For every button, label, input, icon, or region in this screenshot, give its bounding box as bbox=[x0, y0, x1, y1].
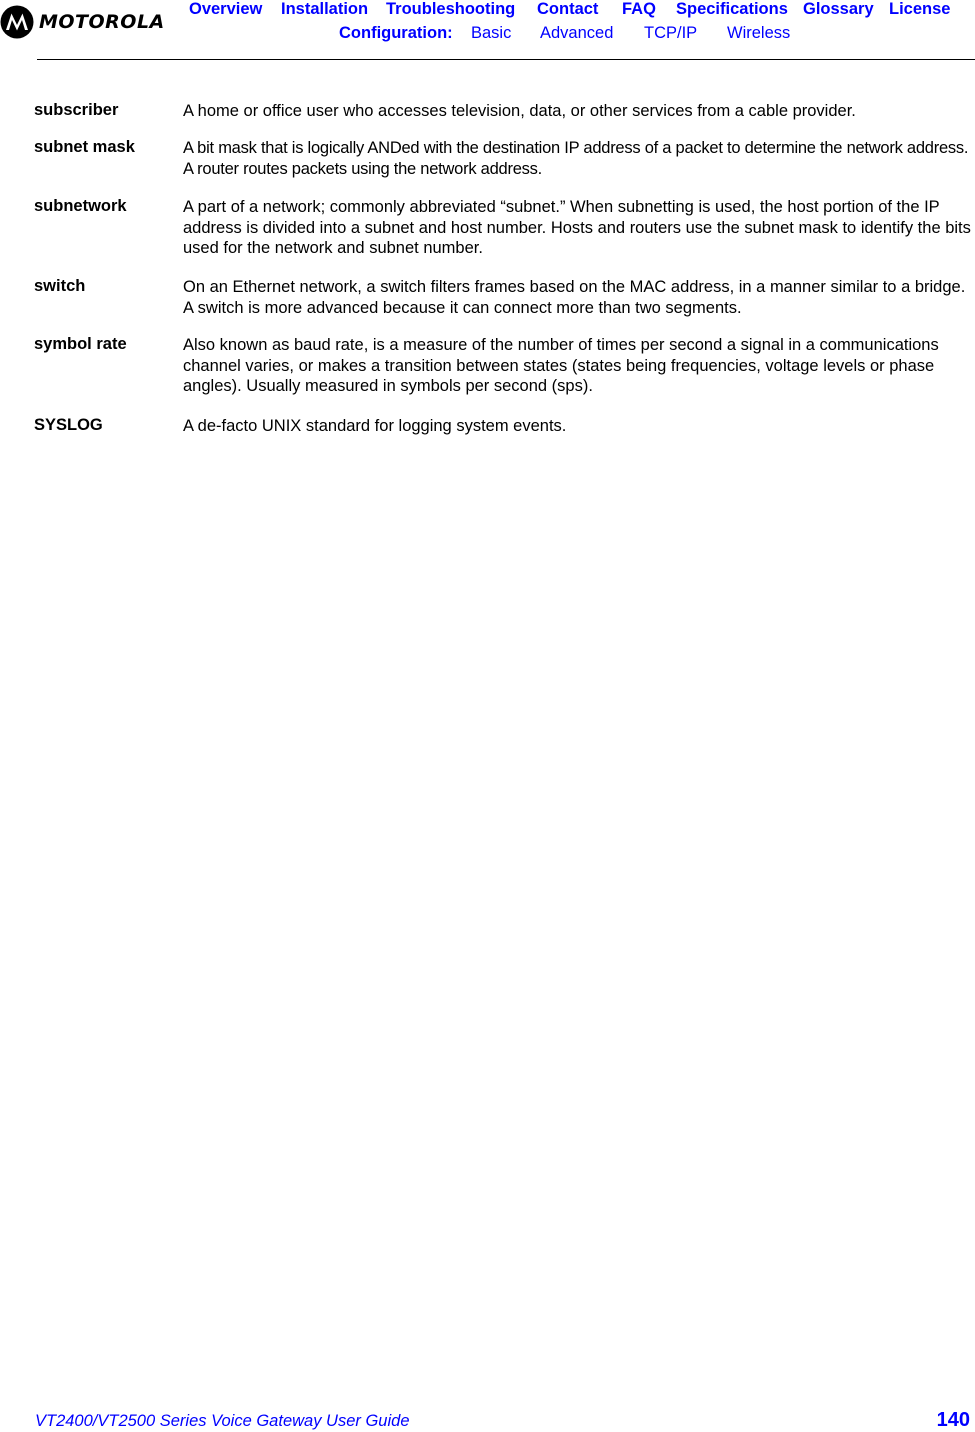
nav-config-basic[interactable]: Basic bbox=[471, 24, 512, 42]
nav-contact[interactable]: Contact bbox=[537, 0, 599, 18]
nav-glossary[interactable]: Glossary bbox=[803, 0, 874, 18]
nav-config-tcpip[interactable]: TCP/IP bbox=[644, 24, 698, 42]
logo-wordmark: MOTOROLA bbox=[39, 11, 165, 33]
page-number: 140 bbox=[936, 1409, 970, 1431]
nav-specifications[interactable]: Specifications bbox=[676, 0, 788, 18]
glossary-definition: A part of a network; commonly abbreviated “subnet.” When subnetting is used, the host portion of the IP address is divided into a subnet and host number. Hosts and routers use the subnet mask to identify the bits used for the network and subnet number. bbox=[183, 198, 971, 257]
glossary-definition: A bit mask that is logically ANDed with the destination IP address of a packet to determine the network address. A router routes packets using the network address. bbox=[183, 139, 969, 178]
nav-installation[interactable]: Installation bbox=[281, 0, 369, 18]
motorola-batwing-icon bbox=[0, 5, 34, 39]
configuration-label: Configuration: bbox=[339, 24, 453, 42]
nav-faq[interactable]: FAQ bbox=[622, 0, 656, 18]
glossary-term: subnetwork bbox=[34, 197, 127, 215]
glossary-term: SYSLOG bbox=[34, 416, 103, 434]
glossary-definition: A de-facto UNIX standard for logging system events. bbox=[183, 417, 567, 435]
nav-troubleshooting[interactable]: Troubleshooting bbox=[386, 0, 516, 18]
glossary-term: subnet mask bbox=[34, 138, 135, 156]
nav-license[interactable]: License bbox=[889, 0, 951, 18]
footer-guide-title: VT2400/VT2500 Series Voice Gateway User Guide bbox=[35, 1412, 410, 1430]
motorola-logo bbox=[0, 2, 178, 42]
glossary-definition: A home or office user who accesses television, data, or other services from a cable provider. bbox=[183, 102, 856, 120]
glossary-definition: On an Ethernet network, a switch filters frames based on the MAC address, in a manner similar to a bridge. A switch is more advanced because it can connect more than two segments. bbox=[183, 278, 966, 317]
header-divider bbox=[37, 59, 975, 60]
nav-config-wireless[interactable]: Wireless bbox=[727, 24, 791, 42]
nav-config-advanced[interactable]: Advanced bbox=[540, 24, 614, 42]
glossary-term: switch bbox=[34, 277, 86, 295]
glossary-term: symbol rate bbox=[34, 335, 127, 353]
glossary-term: subscriber bbox=[34, 101, 119, 119]
nav-overview[interactable]: Overview bbox=[189, 0, 263, 18]
glossary-definition: Also known as baud rate, is a measure of the number of times per second a signal in a communications channel varies, or makes a transition between states (states being frequencies, voltage levels or phase angles). Usually measured in symbols per second (sps). bbox=[183, 336, 939, 395]
